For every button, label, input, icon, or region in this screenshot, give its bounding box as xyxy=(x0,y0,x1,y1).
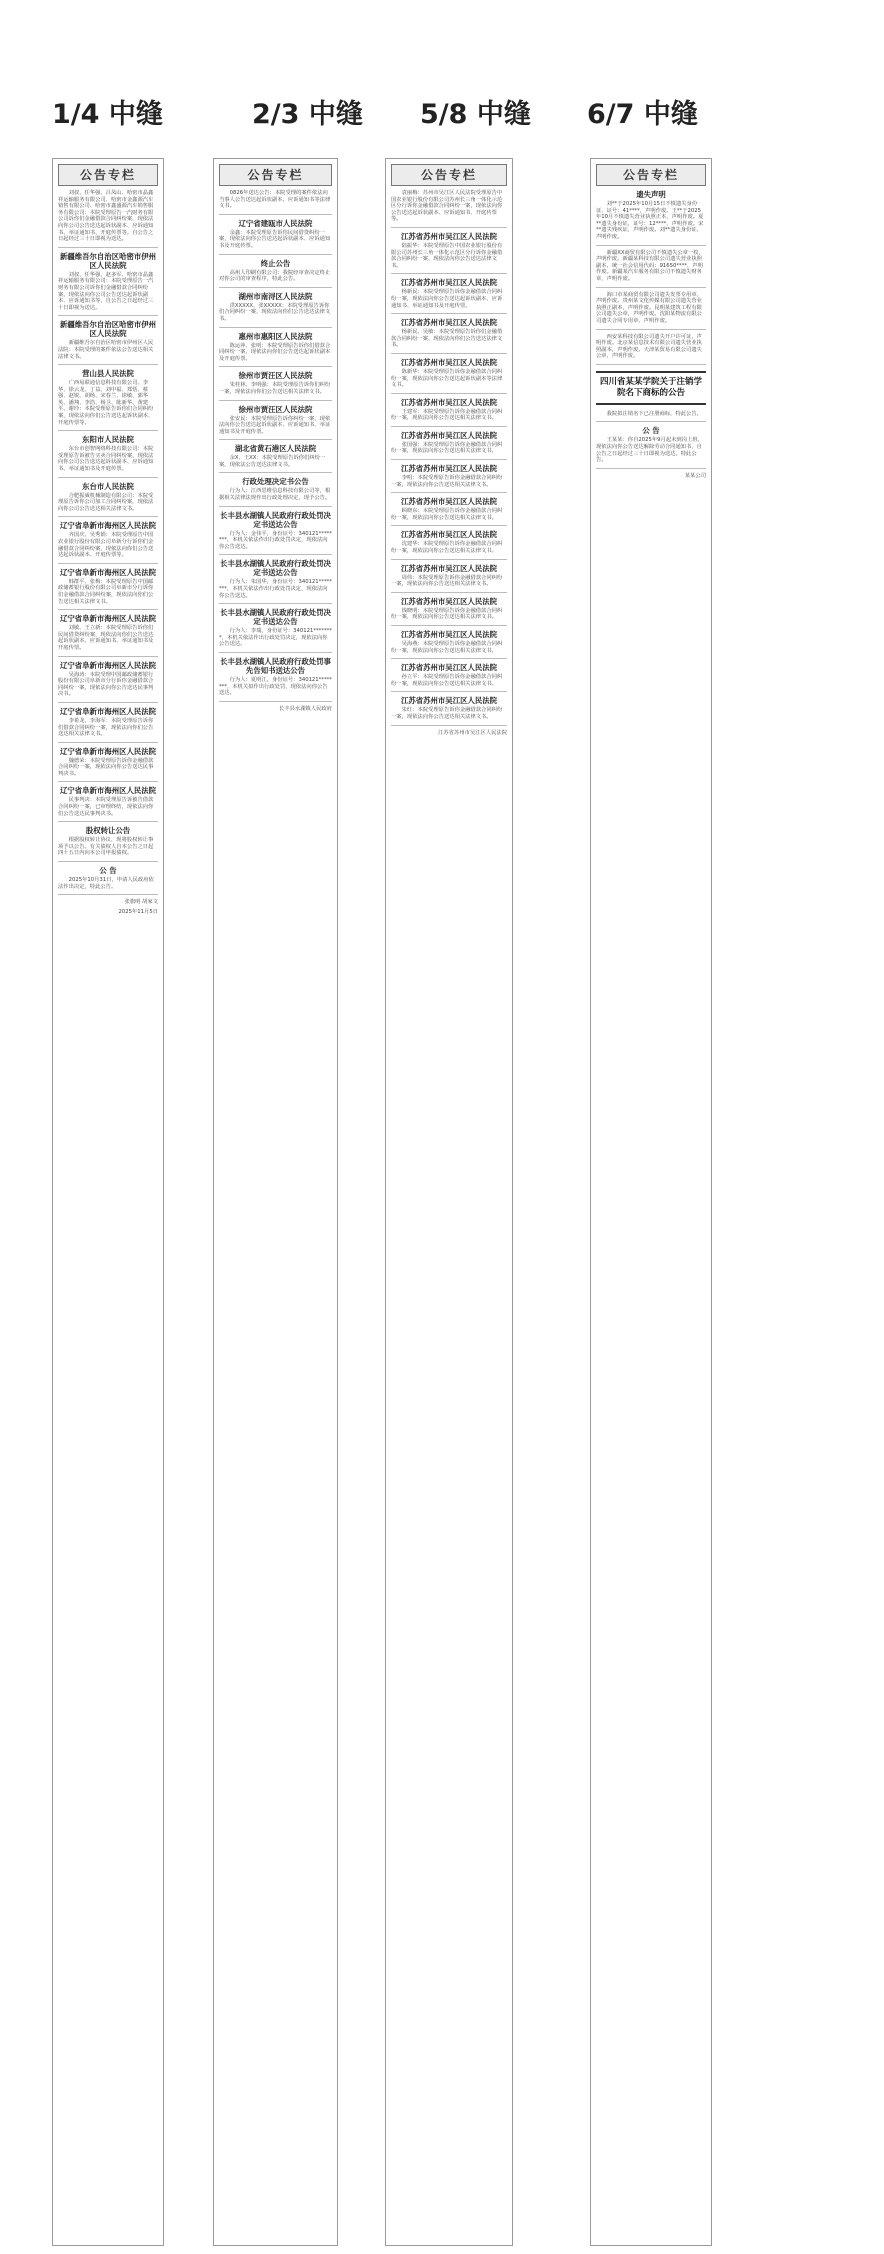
notice-item xyxy=(58,435,158,477)
notice-item xyxy=(391,190,507,228)
notice-item xyxy=(58,866,158,895)
notice-divider xyxy=(58,563,158,564)
notice-text: 行为人：金伟平，身份证号：340121********，本机关依法作出行政处罚决定，现依法向你公告送达。 xyxy=(219,530,332,550)
notice-text: 沈建华：本院受理原告诉你金融借款合同纠纷一案，现依法向你公告送达相关法律文书。 xyxy=(391,541,503,555)
notice-title: 江苏省苏州市吴江区人民法院 xyxy=(400,530,498,540)
notice-title: 辽宁省阜新市海州区人民法院 xyxy=(59,521,157,531)
notice-item xyxy=(219,190,332,215)
notice-divider xyxy=(391,725,507,726)
notice-title: 营山县人民法院 xyxy=(82,369,134,379)
notice-item xyxy=(58,614,158,656)
notice-title: 徐州市贾汪区人民法院 xyxy=(238,371,313,381)
notice-title: 新疆维吾尔自治区哈密市伊州区人民法院 xyxy=(59,320,157,339)
notice-title: 辽宁省阜新市海州区人民法院 xyxy=(59,746,157,756)
notice-divider xyxy=(219,366,332,367)
notice-text: 朱红：本院受理原告诉你金融借款合同纠纷一案，现依法向你公告送达相关法律文书。 xyxy=(391,707,503,720)
notice-title: 江苏省苏州市吴江区人民法院 xyxy=(400,596,498,606)
column-title: 公告专栏 xyxy=(391,164,507,186)
notice-text: 陈运萍、张明：本院受理原告诉你们借款合同纠纷一案，现依法向你们公告送达起诉状副本及开庭传票。 xyxy=(219,342,331,362)
column-body xyxy=(590,190,712,479)
notice-item xyxy=(596,250,706,288)
notice-divider xyxy=(58,894,158,895)
notice-list xyxy=(58,190,158,895)
notice-item xyxy=(596,292,706,330)
notice-divider xyxy=(596,245,706,246)
notice-item xyxy=(391,597,507,626)
notice-divider xyxy=(596,329,706,330)
notice-title: 公 告 xyxy=(642,426,660,436)
notice-text: 李希龙、李海军：本院受理原告诉你们借款合同纠纷一案，现依法向你们公告送达相关法律文书。 xyxy=(58,717,154,738)
notice-item xyxy=(391,431,507,460)
notice-title: 江苏省苏州市吴江区人民法院 xyxy=(400,430,498,440)
notice-item xyxy=(596,371,706,423)
notice-divider xyxy=(219,287,332,288)
notice-divider xyxy=(391,227,507,228)
notice-title: 辽宁省阜新市海州区人民法院 xyxy=(59,567,157,577)
notice-title: 辽宁省阜新市海州区人民法院 xyxy=(59,706,157,716)
notice-divider xyxy=(58,821,158,822)
notice-item xyxy=(219,559,332,604)
notice-item xyxy=(58,707,158,743)
notice-text: 2025年10月31日，申请人民政府依法作出决定，特此公告。 xyxy=(58,877,154,890)
notice-title: 东阳市人民法院 xyxy=(82,435,134,445)
notice-item xyxy=(391,358,507,394)
notice-text: 刘敏、王立新：本院受理原告诉你们民间借贷纠纷案，现依法向你们公告送达起诉状副本、应诉通知书、举证通知书及开庭传票。 xyxy=(58,625,154,651)
notice-text: 广西易联通信息科技有限公司、李华、徐云龙、丁益、刘中福、郑恬、蔡强、赵锐、胡杨、宋春兰、徐敏、郭华英、潘翔、李浩、杨卫、陈新华、黄建平、谢玲：本院受理原告诉你们合同纠纷案，现依法向你们公告送达起诉状副本、开庭传票等。 xyxy=(58,380,154,426)
notice-title: 江苏省苏州市吴江区人民法院 xyxy=(400,357,498,367)
notice-text: 根据股权转让协议，现将股权转让事项予以公告。有关债权人自本公告之日起四十五日内向本公司申报债权。 xyxy=(58,837,154,857)
notice-title: 公 告 xyxy=(99,866,117,876)
notice-item xyxy=(596,334,706,365)
notice-title: 辽宁省阜新市海州区人民法院 xyxy=(59,660,157,670)
notice-divider xyxy=(58,247,158,248)
notice-column-3 xyxy=(385,158,513,2246)
notice-divider xyxy=(391,273,507,274)
notice-title: 东台市人民法院 xyxy=(82,481,134,491)
notice-divider xyxy=(391,393,507,394)
notice-divider xyxy=(58,609,158,610)
notice-title: 江苏省苏州市吴江区人民法院 xyxy=(400,231,498,241)
notice-item xyxy=(58,190,158,248)
notice-divider xyxy=(58,430,158,431)
notice-text: 刘**于2025年10月15日不慎遗失身份证，证号：41****，声明作废。王**于2025年10月不慎遗失营业执照正本，声明作废。夏**遗失身份证，证号：12****，声明作废。宋**遗失残疾证，声明作废。刘**遗失身份证，声明作废。 xyxy=(596,201,704,240)
header-label-2: 2/3 中缝 xyxy=(252,99,363,130)
notice-text: 行为人：李瑞，身份证号：340121********，本机关依法作出行政处罚决定，现依法向你公告送达。 xyxy=(219,628,332,648)
column-body xyxy=(385,190,513,736)
notice-divider xyxy=(391,592,507,593)
notice-text: 我院拟注销名下已注册商标，特此公告。 xyxy=(606,410,702,417)
notice-signature: 长丰县水湖镇人民政府 xyxy=(279,705,332,712)
notice-item xyxy=(58,521,158,563)
notice-title: 辽宁省建瓯市人民法院 xyxy=(238,218,313,228)
notice-item xyxy=(58,252,158,317)
notice-divider xyxy=(219,701,332,702)
notice-item xyxy=(58,482,158,518)
notice-divider xyxy=(391,658,507,659)
notice-text: 杨新民：本院受理原告诉你金融借款合同纠纷一案，现依法向你公告送达起诉状副本、应诉通知书、举证通知书及开庭传票。 xyxy=(391,289,503,309)
notice-title: 四川省某某学院关于注销学院名下商标的公告 xyxy=(596,371,706,405)
notice-divider xyxy=(219,254,332,255)
notice-title: 遗失声明 xyxy=(636,190,666,199)
column-title: 公告专栏 xyxy=(596,164,706,186)
notice-title: 长丰县水湖镇人民政府行政处罚决定书送达公告 xyxy=(220,559,331,578)
notice-text: 钱晓明：本院受理原告诉你金融借款合同纠纷一案，现依法向你公告送达相关法律文书。 xyxy=(391,607,503,621)
header-label-4: 6/7 中缝 xyxy=(587,99,698,130)
notice-item xyxy=(391,696,507,725)
notice-divider xyxy=(219,652,332,653)
notice-text: 王某某：你自2025年9月起未到岗上班，现依法向你公告送达解除劳动合同通知书，自公告之日起经过三十日即视为送达。特此公告。 xyxy=(596,437,703,464)
notice-divider xyxy=(219,554,332,555)
notice-title: 行政处理决定书公告 xyxy=(242,477,309,487)
notice-divider xyxy=(391,559,507,560)
notice-divider xyxy=(596,364,706,365)
notice-divider xyxy=(58,516,158,517)
notice-text: 新疆XX商贸有限公司不慎遗失公章一枚，声明作废。新疆某科技有限公司遗失营业执照副本，统一社会信用代码：91650****，声明作废。新疆某汽车服务有限公司不慎遗失财务章，声明作废。 xyxy=(596,249,704,282)
notice-divider xyxy=(391,459,507,460)
notice-divider xyxy=(219,327,332,328)
notice-signature: 江苏省苏州市吴江区人民法院 xyxy=(438,729,507,736)
notice-item xyxy=(219,259,332,288)
notice-item xyxy=(58,320,158,365)
notice-item xyxy=(391,232,507,274)
notice-title: 徐州市贾汪区人民法院 xyxy=(238,404,313,414)
notice-text: 行为人：江西思维信息科技有限公司等，根据相关法律法规作出行政处理决定，现予公告。 xyxy=(219,488,331,502)
notice-text: 合肥振威机械制造有限公司：本院受理原告诉你公司加工合同纠纷案，现依法向你公司公告送达相关法律文书。 xyxy=(58,492,154,512)
notice-divider xyxy=(58,781,158,782)
notice-title: 辽宁省阜新市海州区人民法院 xyxy=(59,614,157,624)
notice-date: 2025年11月5日 xyxy=(118,908,158,915)
notice-text: 民事判决：本院受理原告诉被告借款合同纠纷一案，已审理终结，现依法向你们公告送达民事判决书。 xyxy=(58,797,154,817)
notice-item xyxy=(391,318,507,354)
notice-divider xyxy=(391,492,507,493)
notice-text: 0826年送达公告：本院受理的案件依法向当事人公告送达起诉状副本、应诉通知书等法律文书。 xyxy=(219,190,331,210)
notice-text: 朱桂林、李明强：本院受理原告诉你们纠纷一案，现依法向你们公告送达相关法律文书。 xyxy=(219,382,331,395)
notice-list xyxy=(391,190,507,726)
notice-title: 江苏省苏州市吴江区人民法院 xyxy=(400,696,498,706)
column-title: 公告专栏 xyxy=(58,164,158,186)
notice-item xyxy=(391,398,507,427)
notice-text: 吴海涛：本院受理中国邮政储蓄银行股份有限公司阜新市分行诉你金融借款合同纠纷一案，现依法向你公告送达民事判决书。 xyxy=(58,671,154,698)
notice-text: 行为人：夏明江，身份证号：340121********，本机关拟作出行政处罚，现依法向你公告送达。 xyxy=(219,677,332,697)
notice-divider xyxy=(391,691,507,692)
notice-divider xyxy=(58,656,158,657)
notice-item xyxy=(219,371,332,400)
notice-column-2 xyxy=(213,158,338,2246)
notice-item xyxy=(219,608,332,653)
notice-title: 长丰县水湖镇人民政府行政处罚决定书送达公告 xyxy=(220,608,331,627)
notice-text: 吴海燕：本院受理原告诉你金融借款合同纠纷一案，现依法向你公告送达相关法律文书。 xyxy=(391,641,503,654)
notice-divider xyxy=(219,400,332,401)
notice-item xyxy=(219,477,332,506)
notice-column-1 xyxy=(52,158,164,2246)
notice-item xyxy=(391,564,507,593)
notice-text: 余X、王XX：本院受理原告诉你们纠纷一案，现依法公告送达法律文书。 xyxy=(219,455,326,468)
notice-text: 陆振华：本院受理原告中国农业银行股份有限公司苏州长三角一体化示范区分行诉你金融借款合同纠纷一案，现依法向你公告送达法律文书。 xyxy=(391,242,503,269)
notice-title: 江苏省苏州市吴江区人民法院 xyxy=(400,630,498,639)
notice-divider xyxy=(596,287,706,288)
notice-text: 新疆维吾尔自治区哈密市伊州区人民法院：本院受理的案件依法公告送达相关法律文书。 xyxy=(58,340,154,360)
notice-divider xyxy=(391,313,507,314)
notice-text: 李明：本院受理原告诉你金融借款合同纠纷一案，现依法向你公告送达相关法律文书。 xyxy=(391,475,503,488)
notice-item xyxy=(58,568,158,610)
notice-divider xyxy=(219,603,332,604)
notice-divider xyxy=(219,472,332,473)
notice-item xyxy=(219,292,332,328)
notice-item xyxy=(58,369,158,431)
notice-title: 惠州市惠阳区人民法院 xyxy=(238,331,313,341)
notice-text: 孙立平：本院受理原告诉你金融借款合同纠纷一案，现依法向你公告送达相关法律文书。 xyxy=(391,674,503,687)
notice-divider xyxy=(219,439,332,440)
column-title: 公告专栏 xyxy=(219,164,332,186)
notice-text: 刘叔、任华强、赵多军、哈密市晶鑫祥运输服务有限公司：本院受理原告一汽财务有限公司诉你们金融借款合同纠纷案，现依法向你公司公告送达起诉状副本、应诉通知书等，自公告之日起经过三十日即视为送达。 xyxy=(58,271,154,311)
notice-text: 韩群平、张梅：本院受理原告中国邮政储蓄银行股份有限公司阜新市分行诉你们金融借款合同纠纷案，现依法向你们公告送达相关法律文书。 xyxy=(58,578,154,605)
notice-text: 张国强：本院受理原告诉你金融借款合同纠纷一案，现依法向你公告送达相关法律文书。 xyxy=(391,441,503,455)
notice-divider xyxy=(58,742,158,743)
notice-signature: 某某公司 xyxy=(684,472,706,479)
notice-title: 江苏省苏州市吴江区人民法院 xyxy=(400,497,498,507)
notice-title: 江苏省苏州市吴江区人民法院 xyxy=(400,563,498,573)
notice-divider xyxy=(391,625,507,626)
notice-text: 齐国庆、吴秀娟：本院受理原告中国农业银行股份有限公司阜新分行诉你们金融借款合同纠纷案，现依法向你们公告送达起诉状副本、开庭传票等。 xyxy=(58,532,154,559)
notice-title: 长丰县水湖镇人民政府行政处罚事先告知书送达公告 xyxy=(220,657,331,675)
notice-text: 周伟：本院受理原告诉你金融借款合同纠纷一案，现依法向你公告送达相关法律文书。 xyxy=(391,574,503,588)
notice-text: 高州人印刷有限公司：我院经审查决定终止对你公司的审查程序，特此公告。 xyxy=(219,269,331,283)
header-label-1: 1/4 中缝 xyxy=(52,99,163,130)
notice-item xyxy=(219,332,332,368)
notice-divider xyxy=(58,315,158,316)
notice-item xyxy=(219,405,332,441)
notice-title: 江苏省苏州市吴江区人民法院 xyxy=(400,278,498,288)
notice-list xyxy=(219,190,332,702)
notice-item xyxy=(391,530,507,559)
notice-item xyxy=(596,190,706,246)
notice-item xyxy=(391,630,507,659)
notice-item xyxy=(58,661,158,703)
notice-item xyxy=(58,826,158,862)
notice-text: 袁丽梅：苏州市吴江区人民法院受理原告中国农业银行股份有限公司苏州长三角一体化示范区分行诉你金融借款合同纠纷一案，现依法向你公告送达起诉状副本、应诉通知书、开庭传票等。 xyxy=(391,190,503,223)
notice-item xyxy=(219,219,332,255)
notice-title: 江苏省苏州市吴江区人民法院 xyxy=(400,397,498,407)
notice-divider xyxy=(58,364,158,365)
notice-divider xyxy=(596,421,706,422)
notice-text: 魏德荣：本院受理原告诉你金融借款合同纠纷一案，现依法向你公告送达民事判决书。 xyxy=(58,757,154,777)
column-body xyxy=(52,190,164,915)
notice-item xyxy=(219,511,332,556)
notice-item xyxy=(391,663,507,692)
notice-item xyxy=(391,464,507,493)
column-body xyxy=(213,190,338,712)
notice-title: 湖北省黄石港区人民法院 xyxy=(234,444,317,454)
notice-text: 海口市某商贸有限公司遗失发票专用章，声明作废。贵州某文化传媒有限公司遗失营业执照正副本，声明作废。昆明某建筑工程有限公司遗失公章，声明作废。沈阳某物流有限公司遗失合同专用章，声明作废。 xyxy=(596,291,702,324)
notice-title: 辽宁省阜新市海州区人民法院 xyxy=(59,786,157,796)
notice-divider xyxy=(58,861,158,862)
notice-title: 江苏省苏州市吴江区人民法院 xyxy=(400,464,498,474)
notice-divider xyxy=(391,353,507,354)
notice-item xyxy=(391,278,507,314)
notice-signature: 张旗明 胡家文 xyxy=(124,899,158,906)
notice-item xyxy=(219,444,332,473)
notice-text: 行为人：朱国华，身份证号：340121********，本机关依法作出行政处罚决定，现依法向你公告送达。 xyxy=(219,579,332,599)
notice-divider xyxy=(391,426,507,427)
notice-divider xyxy=(219,506,332,507)
notice-divider xyxy=(58,477,158,478)
notice-item xyxy=(596,426,706,468)
notice-text: 刘叔、任华强、吕凤山、哈密市晶鑫祥运输服务有限公司、哈密市金鑫源汽车销售有限公司、哈密市鑫盛源汽车销售服务有限公司：本院受理原告一汽财务有限公司诉你们金融借款合同纠纷案，现依法向你公司公告送达起诉状副本、应诉通知书、举证通知书、开庭传票等。自公告之日起经过三十日即视为送达。 xyxy=(58,190,154,243)
notice-item xyxy=(219,657,332,702)
notice-title: 终止公告 xyxy=(260,258,291,268)
notice-title: 湖州市南浔区人民法院 xyxy=(238,291,313,301)
notice-text: 西安某科技有限公司遗失开户许可证，声明作废。北京某信息技术有限公司遗失营业执照副本，声明作废。天津某贸易有限公司遗失公章，声明作废。 xyxy=(596,333,702,360)
notice-item xyxy=(58,786,158,822)
notice-title: 新疆维吾尔自治区哈密市伊州区人民法院 xyxy=(59,251,157,270)
notice-divider xyxy=(596,468,706,469)
notice-text: 杨新民、吴敏：本院受理原告诉你们金融借款合同纠纷一案，现依法向你们公告送达法律文书。 xyxy=(391,329,503,349)
notice-title: 股权转让公告 xyxy=(85,826,131,836)
notice-title: 江苏省苏州市吴江区人民法院 xyxy=(400,663,498,673)
notice-text: 陈新华：本院受理原告诉你金融借款合同纠纷一案，现依法向你公告送达起诉状副本等法律文书。 xyxy=(391,368,503,389)
notice-text: 王建军：本院受理原告诉你金融借款合同纠纷一案，现依法向你公告送达相关法律文书。 xyxy=(391,408,503,422)
notice-item xyxy=(58,747,158,783)
notice-title: 长丰县水湖镇人民政府行政处罚决定书送达公告 xyxy=(220,510,331,529)
notice-list xyxy=(596,190,706,469)
notice-item xyxy=(391,497,507,526)
notice-divider xyxy=(391,525,507,526)
notice-text: 余鑫：本院受理原告诉你民间借贷纠纷一案，现依法向你公告送达起诉状副本、应诉通知书及开庭传票。 xyxy=(219,229,331,249)
notice-text: 张安民：本院受理原告诉你纠纷一案，现依法向你公告送达起诉状副本、应诉通知书、举证通知书及开庭传票。 xyxy=(219,415,331,435)
notice-text: 东台市创智网络科技有限公司：本院受理原告诉被告买卖合同纠纷案，现依法向你公司公告送达起诉状副本、应诉通知书、举证通知书及开庭传票。 xyxy=(58,446,154,473)
notice-divider xyxy=(58,702,158,703)
notice-divider xyxy=(219,214,332,215)
notice-text: 顾晓东：本院受理原告诉你金融借款合同纠纷一案，现依法向你公告送达相关法律文书。 xyxy=(391,508,503,521)
header-label-3: 5/8 中缝 xyxy=(420,99,531,130)
notice-text: 洪XXXXX、张XXXXX：本院受理原告诉你们合同纠纷一案，现依法向你们公告送达法律文书。 xyxy=(219,302,331,322)
notice-column-4 xyxy=(590,158,712,2246)
notice-title: 江苏省苏州市吴江区人民法院 xyxy=(400,318,498,328)
